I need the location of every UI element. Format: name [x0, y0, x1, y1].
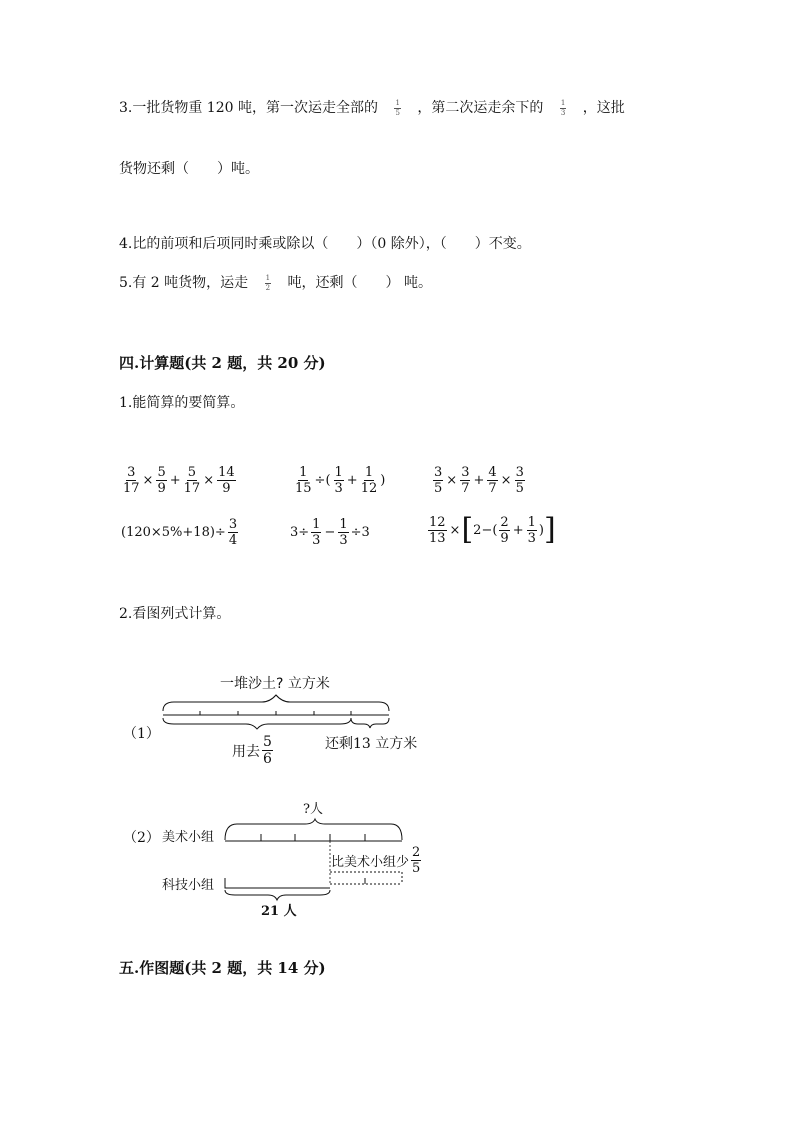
q3-line1 [119, 97, 625, 117]
diagram2-bottom-label: 21 人 [261, 904, 297, 919]
q3-text-a: 3.一批货物重 120 吨，第一次运走全部的 [119, 100, 378, 116]
expression-5: 3÷ $\frac{1}{3}$ − $\frac{1}{3}$ ÷3 [290, 517, 370, 548]
diagram1-left-label: 还剩13 立方米 [325, 736, 418, 752]
q3-fraction-1: $\frac{1}{5}$ [395, 98, 400, 117]
section5-title: 五.作图题(共 2 题，共 14 分) [119, 959, 326, 977]
q5-text-b: 吨，还剩（ ） 吨。 [287, 275, 432, 291]
calc1-title: 1.能简算的要简算。 [119, 395, 245, 411]
diagram2-row1-label: 美术小组 [162, 830, 215, 845]
diagram2-top-label: ?人 [303, 802, 323, 817]
expression-1: $\frac{3}{17}$ × $\frac{5}{9}$ + $\frac{5}{17}$ × $\frac{14}{9}$ [123, 465, 235, 496]
diagram2-diff-label: 比美术小组少 $\frac{2}{5}$ [331, 845, 421, 876]
diagram1-number: （1） [123, 726, 160, 742]
section4-title: 四.计算题(共 2 题，共 20 分) [119, 354, 326, 372]
q5-text-a: 5.有 2 吨货物，运走 [119, 275, 249, 291]
diagram2-row2-label: 科技小组 [162, 878, 215, 893]
expression-3: $\frac{3}{5}$ × $\frac{3}{7}$ + $\frac{4}{7}$ × $\frac{3}{5}$ [434, 465, 524, 496]
q5-line [119, 272, 432, 292]
q3-line2: 货物还剩（ ）吨。 [119, 161, 259, 177]
q3-text-b: ，第二次运走余下的 [417, 100, 544, 116]
q3-text-c: ，这批 [582, 100, 625, 116]
expression-4: (120×5%+18)÷ $\frac{3}{4}$ [121, 517, 238, 548]
expression-6: $\frac{12}{13}$ × [ 2−( $\frac{2}{9}$ + $\frac{1}{3}$ ) ] [429, 512, 556, 547]
q3-fraction-2: $\frac{1}{3}$ [560, 98, 566, 117]
diagram1-top-label: 一堆沙土? 立方米 [220, 676, 330, 692]
diagram2-number: （2） [123, 830, 160, 846]
expression-2: $\frac{1}{15}$ ÷( $\frac{1}{3}$ + $\frac{1}{12}$ ) [295, 465, 386, 496]
diagram1-used-label: 用去 $\frac{5}{6}$ [232, 734, 272, 767]
q5-fraction: $\frac{1}{2}$ [265, 273, 271, 292]
calc2-title: 2.看图列式计算。 [119, 606, 231, 622]
q4-text: 4.比的前项和后项同时乘或除以（ ）（0 除外），（ ）不变。 [119, 236, 531, 252]
